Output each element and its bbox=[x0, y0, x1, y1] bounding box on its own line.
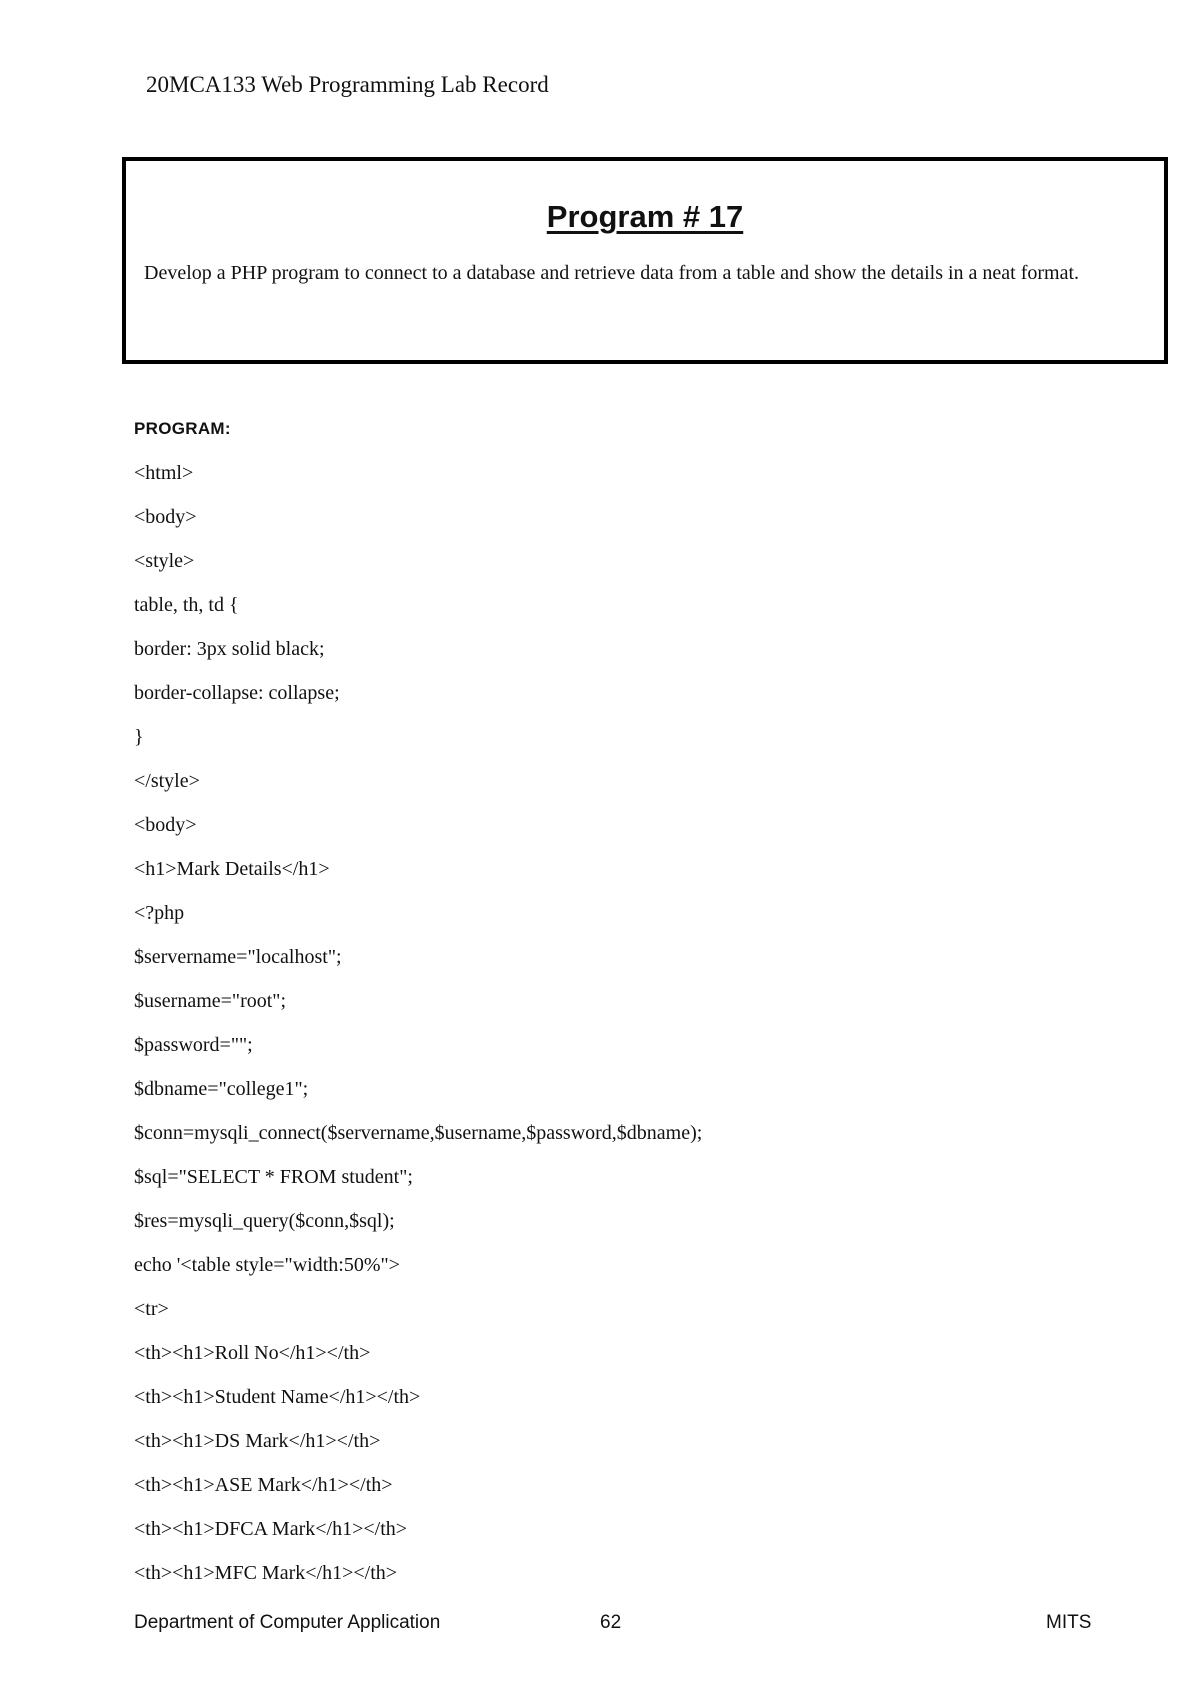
code-line: <th><h1>MFC Mark</h1></th> bbox=[134, 1562, 398, 1584]
program-heading: Program # 17 bbox=[546, 199, 744, 234]
code-line: $conn=mysqli_connect($servername,$username,$password,$dbname); bbox=[134, 1122, 703, 1144]
program-box bbox=[122, 157, 1168, 364]
code-line: $servername="localhost"; bbox=[134, 946, 342, 968]
code-line: <html> bbox=[134, 462, 194, 484]
code-line: <th><h1>DFCA Mark</h1></th> bbox=[134, 1518, 408, 1540]
code-line: echo '<table style="width:50%"> bbox=[134, 1254, 400, 1276]
code-line: } bbox=[134, 726, 144, 748]
code-line: <tr> bbox=[134, 1298, 169, 1320]
code-line: <h1>Mark Details</h1> bbox=[134, 858, 330, 880]
code-line: $sql="SELECT * FROM student"; bbox=[134, 1166, 413, 1188]
program-description: Develop a PHP program to connect to a database and retrieve data from a table and show the details in a neat format. bbox=[144, 262, 1080, 284]
code-line: <style> bbox=[134, 550, 195, 572]
code-line: <th><h1>ASE Mark</h1></th> bbox=[134, 1474, 393, 1496]
footer-page-number: 62 bbox=[600, 1612, 622, 1633]
code-line: $password=""; bbox=[134, 1034, 253, 1056]
footer-department: Department of Computer Application bbox=[134, 1612, 441, 1633]
document-header-title: 20MCA133 Web Programming Lab Record bbox=[146, 72, 549, 97]
code-line: $dbname="college1"; bbox=[134, 1078, 309, 1100]
code-line: <body> bbox=[134, 506, 197, 528]
code-line: $username="root"; bbox=[134, 990, 287, 1012]
code-line: <body> bbox=[134, 814, 197, 836]
code-line: </style> bbox=[134, 770, 200, 792]
program-section-label: PROGRAM: bbox=[134, 419, 231, 438]
footer-institution: MITS bbox=[1046, 1612, 1092, 1633]
code-line: <th><h1>Student Name</h1></th> bbox=[134, 1386, 421, 1408]
code-line: border-collapse: collapse; bbox=[134, 682, 340, 704]
code-line: <th><h1>DS Mark</h1></th> bbox=[134, 1430, 381, 1452]
code-line: table, th, td { bbox=[134, 594, 239, 616]
code-line: <th><h1>Roll No</h1></th> bbox=[134, 1342, 371, 1364]
code-line: $res=mysqli_query($conn,$sql); bbox=[134, 1210, 395, 1232]
code-listing bbox=[134, 458, 702, 1602]
code-line: border: 3px solid black; bbox=[134, 638, 325, 660]
code-line: <?php bbox=[134, 902, 185, 924]
